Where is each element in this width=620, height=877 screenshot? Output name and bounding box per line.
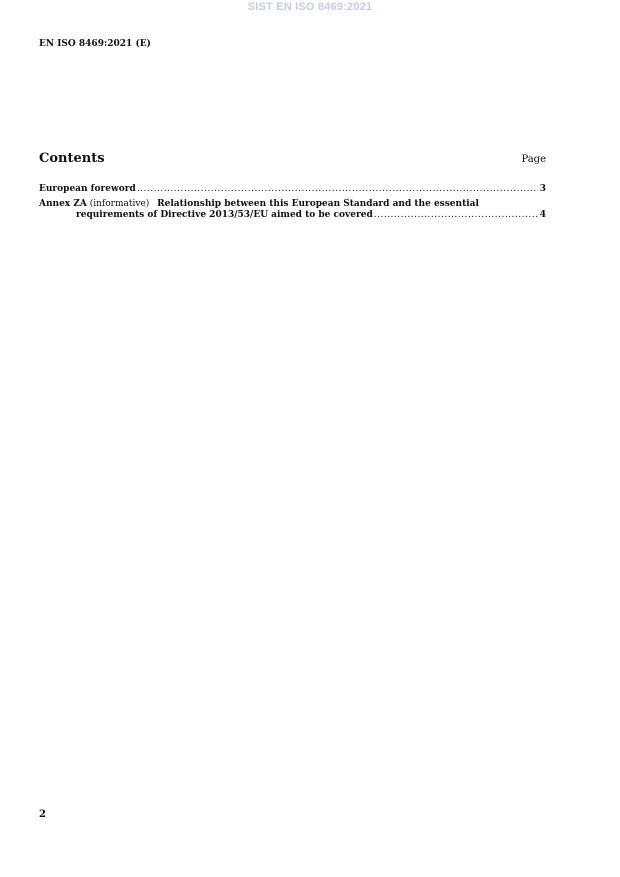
document-identifier: EN ISO 8469:2021 (E) <box>39 39 151 49</box>
toc-entry-page[interactable]: 4 <box>539 210 546 220</box>
annex-title-line2[interactable]: requirements of Directive 2013/53/EU aimed to be covered <box>76 210 373 220</box>
contents-header <box>39 151 546 166</box>
annex-qualifier: (informative) <box>89 199 150 209</box>
page-number: 2 <box>39 809 46 820</box>
toc-entry-title-line1[interactable] <box>39 199 479 210</box>
contents-title: Contents <box>39 151 105 166</box>
dot-leader <box>374 210 538 221</box>
toc-entry-title[interactable]: European foreword <box>39 184 136 194</box>
toc-entry-page[interactable]: 3 <box>539 184 546 194</box>
page-column-label: Page <box>521 154 546 165</box>
dot-leader <box>137 184 538 195</box>
annex-title-line1: Relationship between this European Standard and the essential <box>157 199 479 209</box>
toc-entry-annex-za[interactable] <box>39 199 546 221</box>
watermark: SIST EN ISO 8469:2021 <box>247 1 373 13</box>
table-of-contents <box>39 184 546 221</box>
annex-label: Annex ZA <box>39 199 87 209</box>
toc-entry-european-foreword[interactable] <box>39 184 546 195</box>
